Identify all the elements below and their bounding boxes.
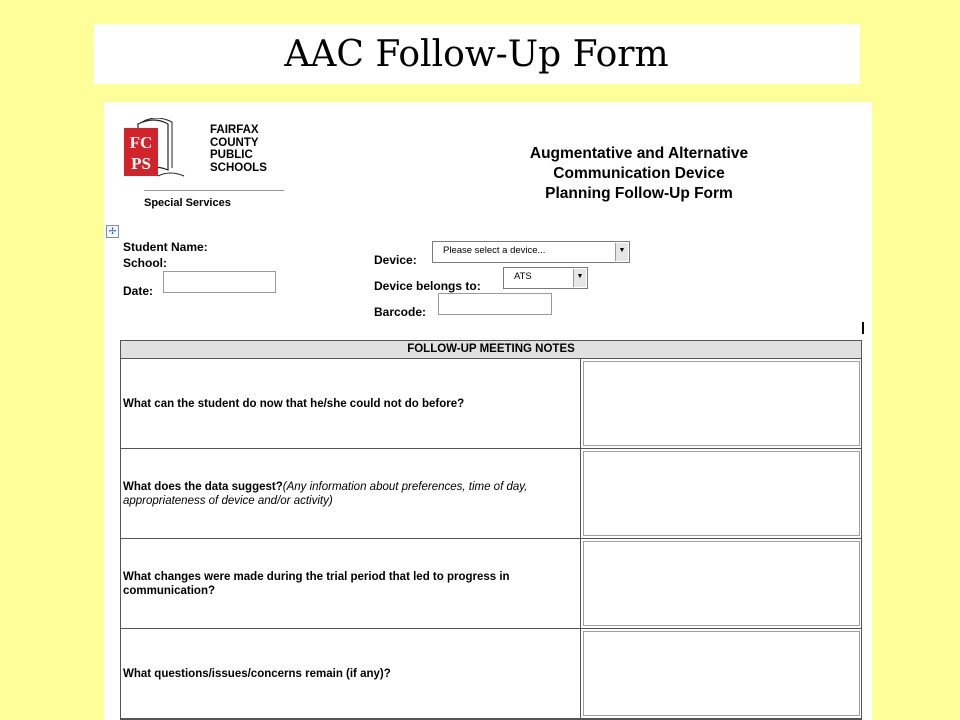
form-title-line-1: Augmentative and Alternative (529, 145, 749, 162)
department-label: Special Services (144, 197, 231, 209)
answer-textarea[interactable] (583, 361, 860, 446)
table-row (121, 629, 861, 719)
device-belongs-value: ATS (514, 271, 532, 282)
table-row (121, 539, 861, 629)
barcode-label: Barcode: (374, 305, 427, 319)
answer-textarea[interactable] (583, 451, 860, 536)
table-row (121, 449, 861, 539)
device-select[interactable] (432, 241, 630, 263)
fcps-logo (124, 108, 274, 208)
date-field[interactable] (163, 271, 276, 293)
answer-textarea[interactable] (583, 631, 860, 716)
text-cursor (862, 322, 864, 334)
logo-mark-bottom: PS (131, 154, 151, 173)
barcode-field[interactable] (438, 293, 552, 315)
question-cell (121, 539, 581, 628)
student-name-label: Student Name: (123, 240, 208, 254)
logo-line-4: SCHOOLS (210, 161, 267, 174)
question-hint: (Any information about preferences, time of day, appropriateness of device and/or activity) (123, 480, 528, 507)
question-text: What changes were made during the trial period that led to progress in communication? (123, 570, 510, 597)
device-belongs-select[interactable] (503, 267, 588, 289)
logo-line-2: COUNTY (210, 136, 259, 149)
logo-mark-top: FC (129, 133, 153, 152)
slide-title-bar (93, 24, 860, 84)
table-move-handle-icon[interactable]: ✢ (106, 225, 119, 238)
table-header: FOLLOW-UP MEETING NOTES (121, 341, 861, 359)
form-title-line-2: Communication Device (553, 165, 725, 182)
logo-wordmark (210, 124, 267, 174)
question-text: What can the student do now that he/she could not do before? (123, 397, 465, 410)
form-document (104, 102, 872, 720)
logo-line-3: PUBLIC (210, 149, 253, 161)
form-title (464, 144, 814, 204)
device-belongs-label: Device belongs to: (374, 279, 481, 293)
follow-up-notes-table (120, 340, 862, 720)
table-row (121, 359, 861, 449)
logo-line-1: FAIRFAX (210, 124, 259, 136)
device-select-value: Please select a device... (443, 245, 546, 256)
dropdown-arrow-icon[interactable]: ▼ (573, 269, 586, 287)
dropdown-arrow-icon[interactable]: ▼ (615, 243, 628, 261)
question-text: What questions/issues/concerns remain (if any)? (123, 667, 391, 680)
school-label: School: (123, 256, 167, 270)
question-cell (121, 629, 581, 718)
form-title-line-3: Planning Follow-Up Form (545, 185, 733, 202)
question-cell (121, 359, 581, 448)
question-cell (121, 449, 581, 538)
question-text: What does the data suggest? (123, 480, 283, 493)
slide-title: AAC Follow-Up Form (284, 33, 669, 75)
logo-divider (144, 190, 284, 191)
date-label: Date: (123, 284, 154, 298)
book-logo-icon (124, 118, 186, 180)
device-label: Device: (374, 253, 417, 267)
answer-textarea[interactable] (583, 541, 860, 626)
